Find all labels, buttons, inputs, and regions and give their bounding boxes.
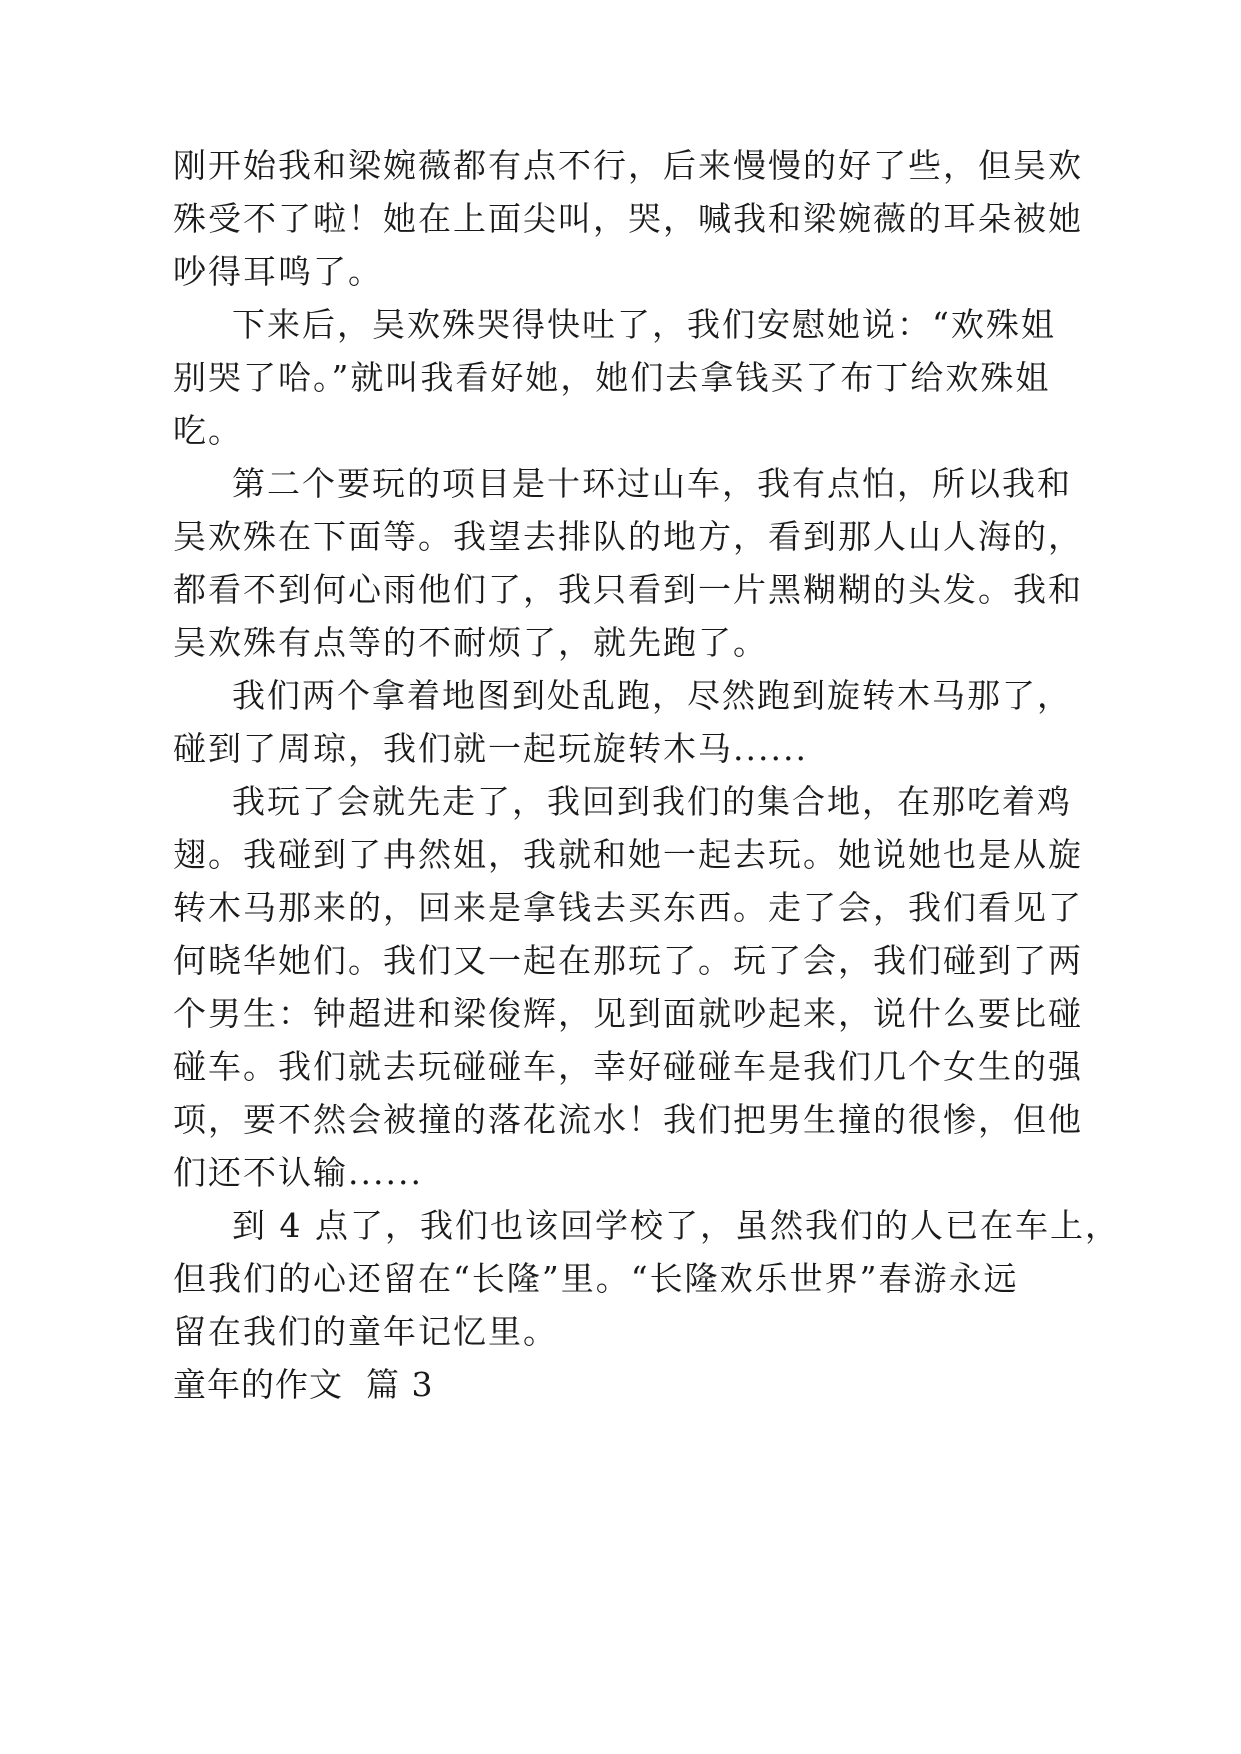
text-line: 吴欢殊在下面等。我望去排队的地方，看到那人山人海的，: [173, 517, 1083, 556]
text-line: 吵得耳鸣了。: [173, 252, 383, 291]
text-line: 我玩了会就先走了，我回到我们的集合地，在那吃着鸡: [232, 782, 1072, 821]
text-line: 们还不认输......: [173, 1153, 423, 1192]
text-line: 碰车。我们就去玩碰碰车，幸好碰碰车是我们几个女生的强: [173, 1047, 1083, 1086]
section-heading: 童年的作文 篇 3: [173, 1365, 434, 1404]
text-line: 翅。我碰到了冉然姐，我就和她一起去玩。她说她也是从旋: [173, 835, 1083, 874]
text-line: 项，要不然会被撞的落花流水！我们把男生撞的很惨，但他: [173, 1100, 1083, 1139]
text-line: 个男生：钟超进和梁俊辉，见到面就吵起来，说什么要比碰: [173, 994, 1083, 1033]
text-line: 别哭了哈。”就叫我看好她，她们去拿钱买了布丁给欢殊姐: [173, 358, 1051, 397]
text-line: 何晓华她们。我们又一起在那玩了。玩了会，我们碰到了两: [173, 941, 1083, 980]
text-line: 吴欢殊有点等的不耐烦了，就先跑了。: [173, 623, 768, 662]
text-line: 第二个要玩的项目是十环过山车，我有点怕，所以我和: [232, 464, 1072, 503]
text-line: 到 4 点了，我们也该回学校了，虽然我们的人已在车上，: [232, 1206, 1120, 1245]
text-line: 转木马那来的，回来是拿钱去买东西。走了会，我们看见了: [173, 888, 1083, 927]
text-line: 但我们的心还留在“长隆”里。“长隆欢乐世界”春游永远: [173, 1259, 1019, 1298]
text-line: 碰到了周琼，我们就一起玩旋转木马......: [173, 729, 808, 768]
text-line: 吃。: [173, 411, 243, 450]
text-line: 都看不到何心雨他们了，我只看到一片黑糊糊的头发。我和: [173, 570, 1083, 609]
text-line: 刚开始我和梁婉薇都有点不行，后来慢慢的好了些，但吴欢: [173, 146, 1083, 185]
text-line: 我们两个拿着地图到处乱跑，尽然跑到旋转木马那了，: [232, 676, 1072, 715]
text-line: 下来后，吴欢殊哭得快吐了，我们安慰她说：“欢殊姐: [232, 305, 1056, 344]
text-line: 殊受不了啦！她在上面尖叫，哭，喊我和梁婉薇的耳朵被她: [173, 199, 1083, 238]
text-line: 留在我们的童年记忆里。: [173, 1312, 558, 1351]
